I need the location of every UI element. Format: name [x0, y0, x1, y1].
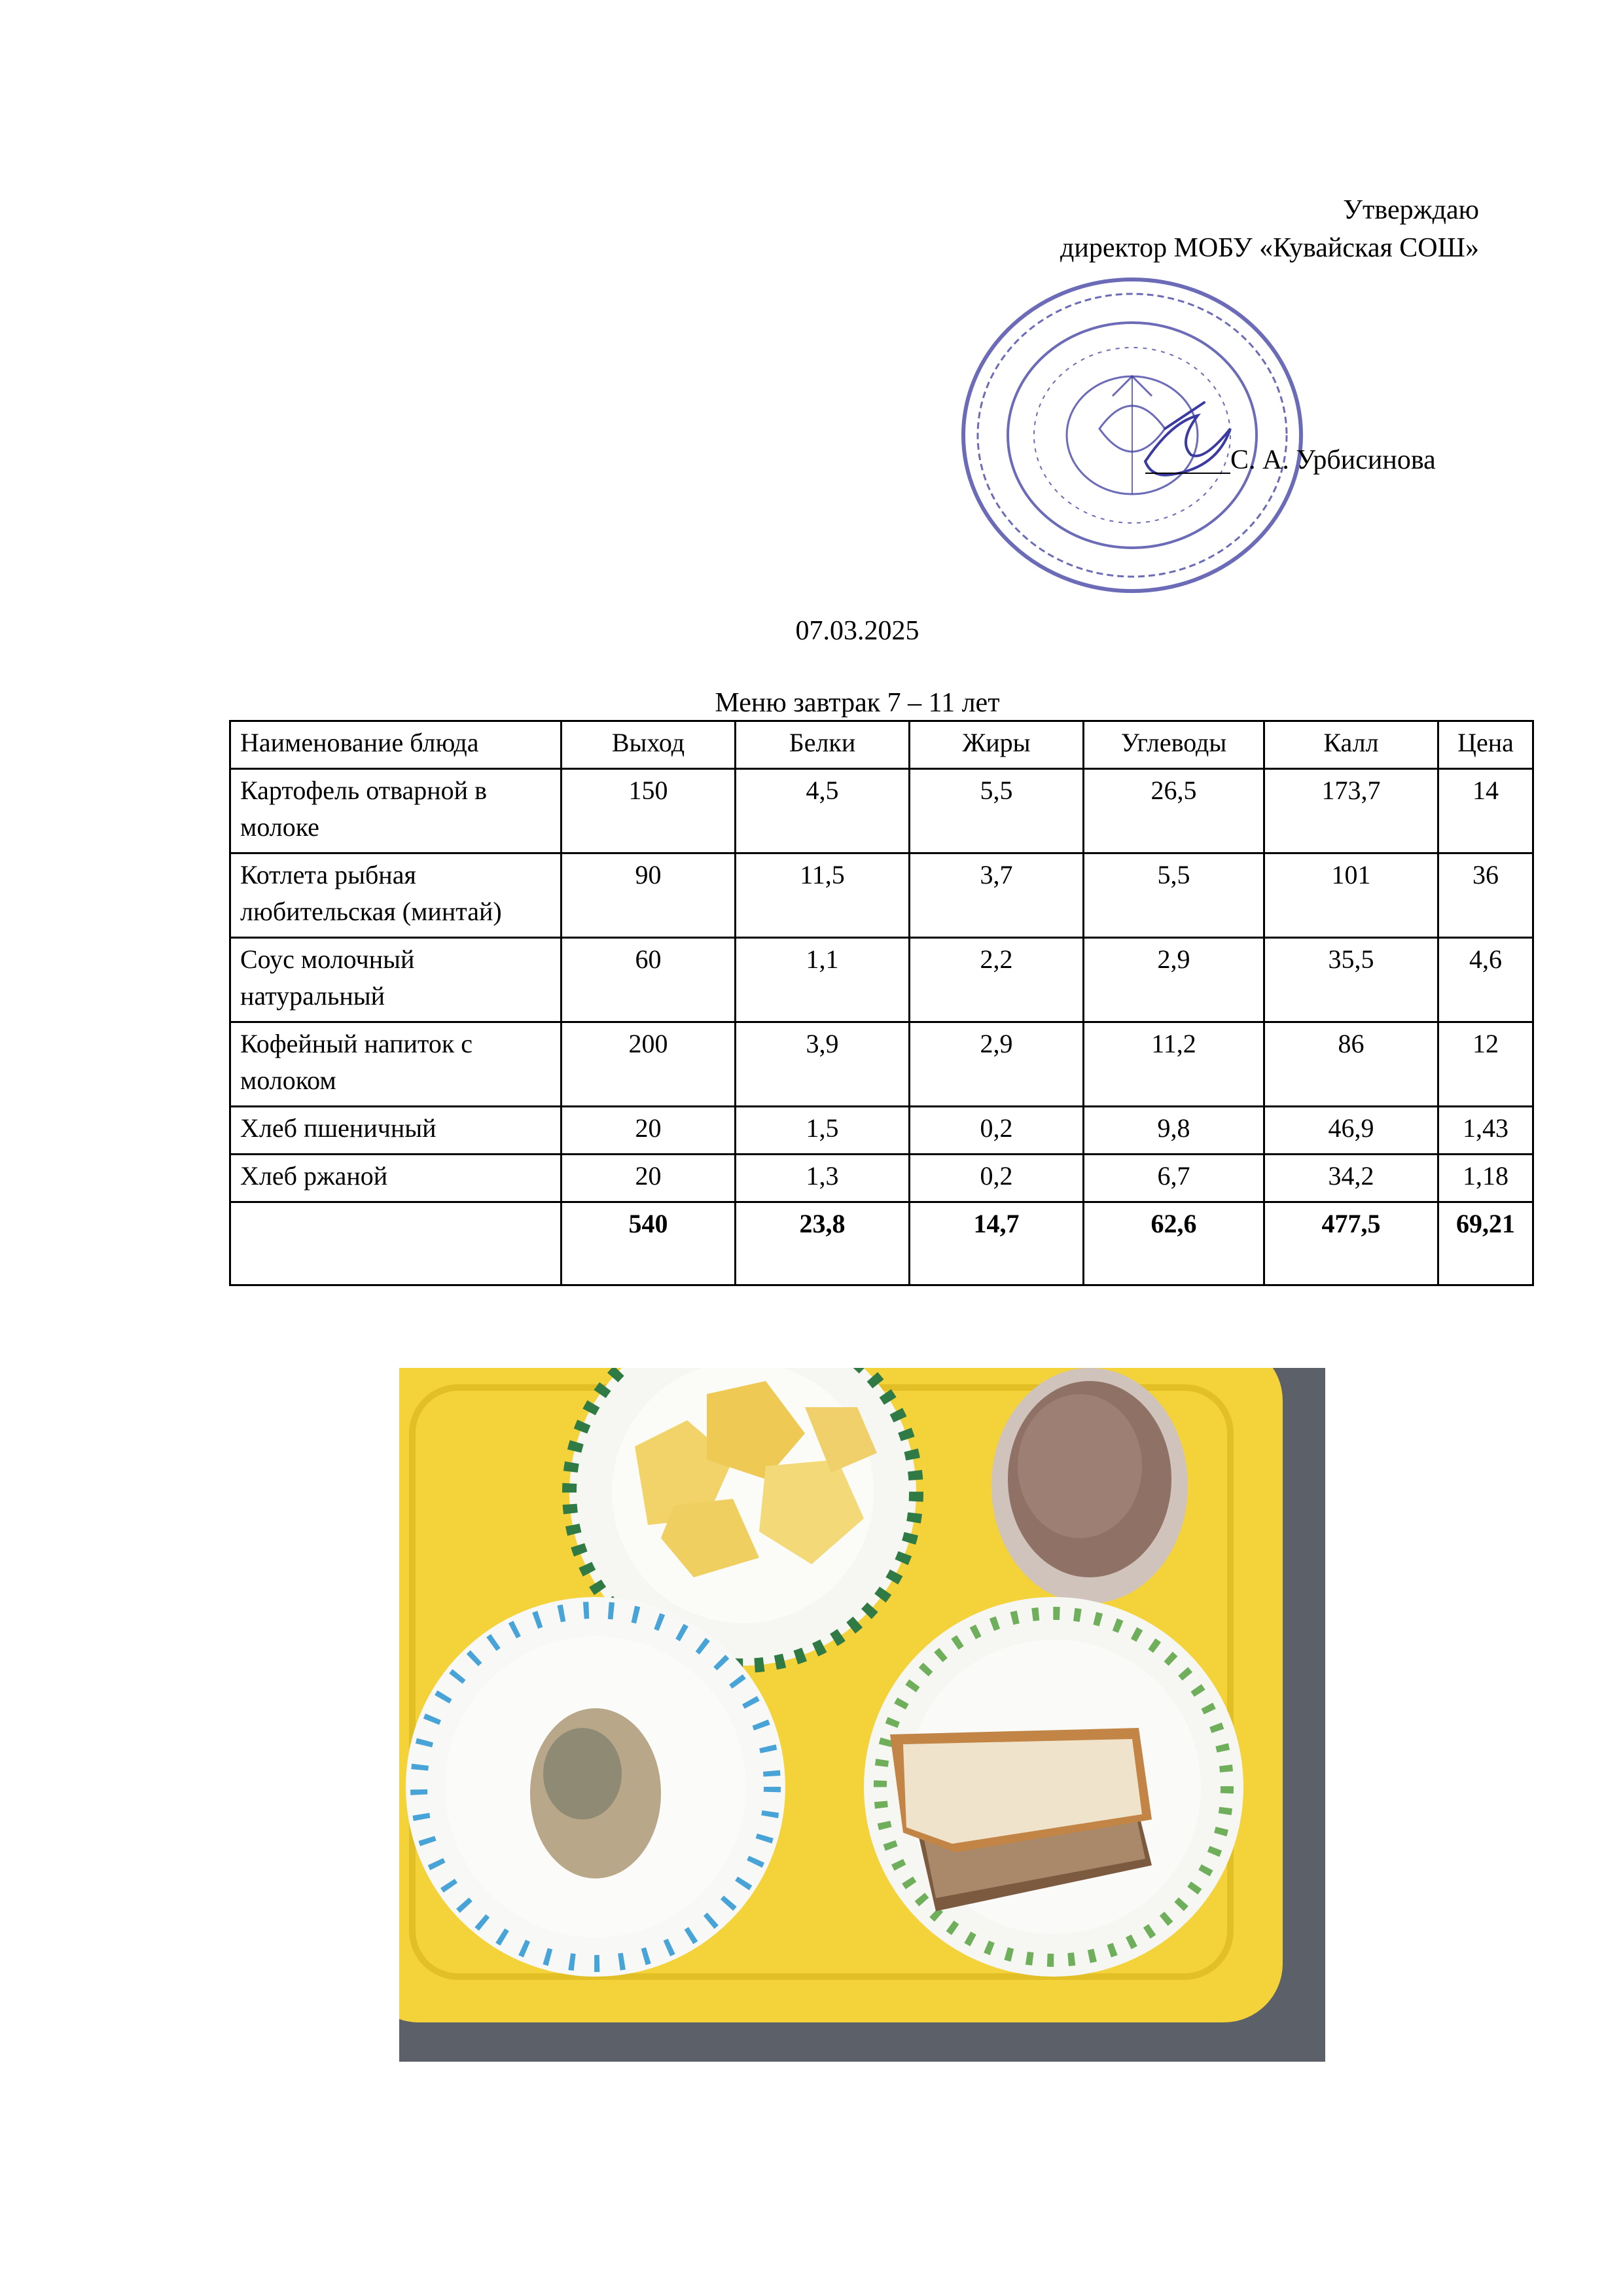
dish-output: 90: [562, 853, 736, 938]
dish-fat: 3,7: [910, 853, 1084, 938]
total-kcal: 477,5: [1264, 1202, 1438, 1285]
dish-output: 20: [562, 1155, 736, 1202]
approval-position: директор МОБУ «Кувайская СОШ»: [1060, 233, 1479, 263]
dish-protein: 3,9: [736, 1022, 910, 1107]
menu-table: [229, 720, 1534, 1286]
table-total-row: [230, 1202, 1533, 1285]
dish-price: 12: [1438, 1022, 1533, 1107]
dish-fat: 2,9: [910, 1022, 1084, 1107]
meal-tray-image: [399, 1368, 1325, 2062]
header-fat: Жиры: [910, 721, 1084, 769]
dish-protein: 11,5: [736, 853, 910, 938]
dish-kcal: 173,7: [1264, 769, 1438, 853]
table-row: [230, 1155, 1533, 1202]
total-carbs: 62,6: [1084, 1202, 1264, 1285]
signer-name: С. А. Урбисинова: [1230, 445, 1436, 475]
header-name: Наименование блюда: [230, 721, 562, 769]
dish-output: 20: [562, 1107, 736, 1155]
dish-output: 150: [562, 769, 736, 853]
coffee-glass: [991, 1368, 1188, 1604]
table-header-row: [230, 721, 1533, 769]
header-price: Цена: [1438, 721, 1533, 769]
dish-kcal: 34,2: [1264, 1155, 1438, 1202]
dish-name: Соус молочный натуральный: [230, 938, 562, 1022]
dish-carbs: 5,5: [1084, 853, 1264, 938]
dish-carbs: 26,5: [1084, 769, 1264, 853]
dish-fat: 2,2: [910, 938, 1084, 1022]
stamp-seal-icon: [949, 265, 1315, 605]
menu-title: Меню завтрак 7 – 11 лет: [715, 688, 1000, 718]
meal-photo: [399, 1368, 1325, 2062]
dish-kcal: 86: [1264, 1022, 1438, 1107]
dish-fat: 5,5: [910, 769, 1084, 853]
cutlet-plate: [406, 1597, 785, 1977]
dish-kcal: 46,9: [1264, 1107, 1438, 1155]
header-output: Выход: [562, 721, 736, 769]
dish-price: 1,18: [1438, 1155, 1533, 1202]
dish-protein: 1,3: [736, 1155, 910, 1202]
table-row: [230, 1107, 1533, 1155]
dish-protein: 1,1: [736, 938, 910, 1022]
dish-output: 200: [562, 1022, 736, 1107]
dish-carbs: 2,9: [1084, 938, 1264, 1022]
total-protein: 23,8: [736, 1202, 910, 1285]
bread-plate: [864, 1597, 1243, 1977]
total-price: 69,21: [1438, 1202, 1533, 1285]
dish-output: 60: [562, 938, 736, 1022]
dish-kcal: 35,5: [1264, 938, 1438, 1022]
official-stamp: [949, 265, 1315, 605]
dish-name: Хлеб ржаной: [230, 1155, 562, 1202]
signature-line: [1145, 473, 1230, 474]
dish-name: Котлета рыбная любительская (минтай): [230, 853, 562, 938]
dish-carbs: 11,2: [1084, 1022, 1264, 1107]
dish-price: 1,43: [1438, 1107, 1533, 1155]
dish-fat: 0,2: [910, 1107, 1084, 1155]
total-label: [230, 1202, 562, 1285]
dish-carbs: 6,7: [1084, 1155, 1264, 1202]
table-row: [230, 1022, 1533, 1107]
header-kcal: Калл: [1264, 721, 1438, 769]
dish-protein: 4,5: [736, 769, 910, 853]
dish-price: 14: [1438, 769, 1533, 853]
header-protein: Белки: [736, 721, 910, 769]
dish-carbs: 9,8: [1084, 1107, 1264, 1155]
table-row: [230, 853, 1533, 938]
document-date: 07.03.2025: [795, 616, 919, 646]
total-output: 540: [562, 1202, 736, 1285]
dish-kcal: 101: [1264, 853, 1438, 938]
approval-title: Утверждаю: [1343, 195, 1479, 225]
header-carbs: Углеводы: [1084, 721, 1264, 769]
dish-price: 4,6: [1438, 938, 1533, 1022]
dish-name: Хлеб пшеничный: [230, 1107, 562, 1155]
dish-price: 36: [1438, 853, 1533, 938]
approval-block: [1060, 191, 1479, 267]
dish-name: Кофейный напиток с молоком: [230, 1022, 562, 1107]
table-row: [230, 769, 1533, 853]
table-row: [230, 938, 1533, 1022]
dish-fat: 0,2: [910, 1155, 1084, 1202]
dish-name: Картофель отварной в молоке: [230, 769, 562, 853]
dish-protein: 1,5: [736, 1107, 910, 1155]
total-fat: 14,7: [910, 1202, 1084, 1285]
